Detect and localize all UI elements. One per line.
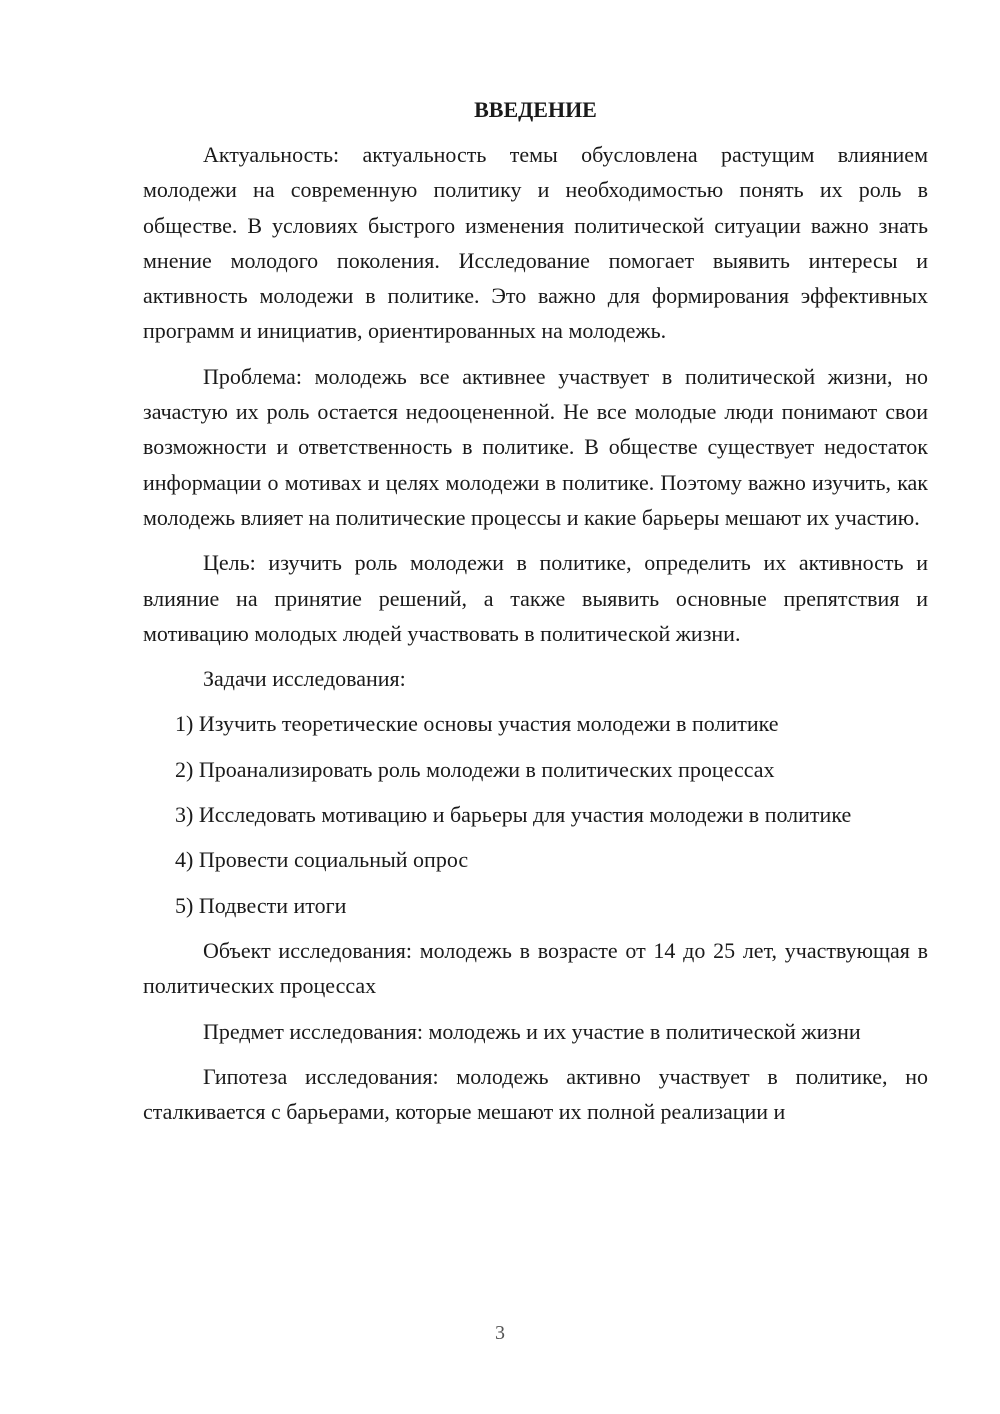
paragraph-relevance: Актуальность: актуальность темы обусловлена растущим влиянием молодежи на современную политику и необходимостью понять их роль в обществе. В условиях быстрого изменения политической ситуации важно знать мнение молодого поколения. Исследование помогает выявить интересы и активность молодежи в политике. Это важно для формирования эффективных программ и инициатив, ориентированных на молодежь.	[143, 142, 928, 344]
paragraph-goal: Цель: изучить роль молодежи в политике, определить их активность и влияние на принятие решений, а также выявить основные препятствия и мотивацию молодых людей участвовать в политической жизни.	[143, 550, 928, 646]
paragraph-object: Объект исследования: молодежь в возрасте от 14 до 25 лет, участвующая в политических процессах	[143, 937, 928, 999]
task-item-4: 4) Провести социальный опрос	[175, 847, 469, 873]
task-item-1: 1) Изучить теоретические основы участия молодежи в политике	[175, 711, 779, 737]
tasks-heading: Задачи исследования:	[203, 666, 406, 692]
page-content	[143, 92, 928, 1139]
paragraph-subject: Предмет исследования: молодежь и их участие в политической жизни	[203, 1018, 861, 1044]
task-item-5: 5) Подвести итоги	[175, 892, 347, 918]
paragraph-hypothesis: Гипотеза исследования: молодежь активно участвует в политике, но сталкивается с барьерами, которые мешают их полной реализации и	[143, 1063, 928, 1125]
task-item-2: 2) Проанализировать роль молодежи в политических процессах	[175, 756, 775, 782]
task-item-3: 3) Исследовать мотивацию и барьеры для участия молодежи в политике	[175, 802, 852, 828]
page-number: 3	[495, 1322, 505, 1344]
page-title: ВВЕДЕНИЕ	[474, 97, 597, 122]
paragraph-problem: Проблема: молодежь все активнее участвует в политической жизни, но зачастую их роль остается недооцененной. Не все молодые люди понимают свои возможности и ответственность в политике. В обществе существует недостаток информации о мотивах и целях молодежи в политике. Поэтому важно изучить, как молодежь влияет на политические процессы и какие барьеры мешают их участию.	[143, 363, 928, 530]
